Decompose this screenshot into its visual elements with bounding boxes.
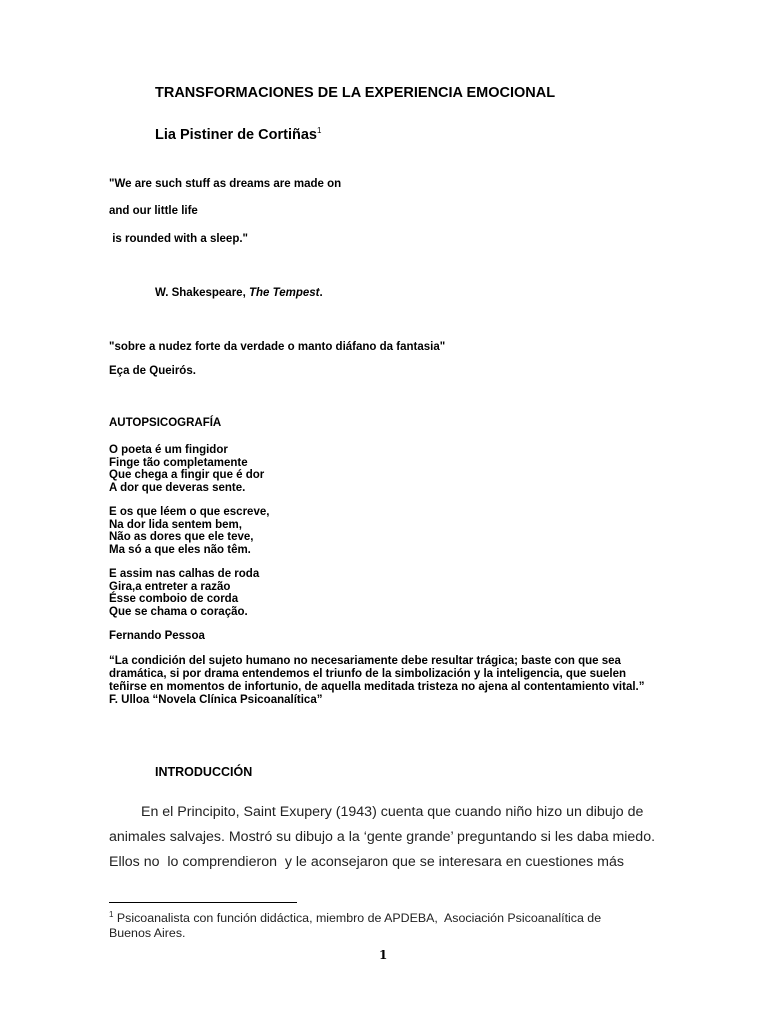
poem-line: Finge tão completamente: [109, 456, 248, 469]
poem-line: A dor que deveras sente.: [109, 481, 246, 494]
ulloa-epigraph: [109, 655, 645, 707]
footnote-line: [109, 907, 601, 926]
page-number: 1: [379, 948, 388, 962]
poem-line: Não as dores que ele teve,: [109, 531, 254, 543]
shakespeare-line-3: is rounded with a sleep.": [109, 233, 249, 245]
poem-line: Ésse comboio de corda: [109, 593, 239, 605]
shakespeare-line-1: "We are such stuff as dreams are made on: [109, 178, 342, 190]
author-name: Lia Pistiner de Cortiñas: [155, 127, 317, 143]
body-line: animales salvajes. Mostró su dibujo a la ‘gente grande’ preguntando si les daba miedo.: [109, 829, 656, 845]
footnote: [109, 907, 601, 941]
ulloa-line: “La condición del sujeto humano no necesariamente debe resultar trágica; baste con que sea: [109, 655, 621, 667]
eca-quote: "sobre a nudez forte da verdade o manto diáfano da fantasia": [109, 341, 446, 353]
body-line: En el Principito, Saint Exupery (1943) cuenta que cuando niño hizo un dibujo de: [141, 804, 644, 820]
poem-author: Fernando Pessoa: [109, 630, 205, 642]
poem-line: E assim nas calhas de roda: [109, 568, 260, 580]
ulloa-line: teñirse en momentos de infortunio, de aquella meditada tristeza no ajena al contentamiento vital.”: [109, 681, 645, 693]
shakespeare-attribution: [155, 287, 323, 299]
poem-line: Que se chama o coração.: [109, 605, 248, 618]
footnote-line: Buenos Aires.: [109, 926, 186, 940]
footnote-text: Psicoanalista con función didáctica, miembro de APDEBA, Asociación Psicoanalítica de: [113, 911, 602, 925]
poem-line: O poeta é um fingidor: [109, 444, 228, 456]
ulloa-attribution: F. Ulloa “Novela Clínica Psicoanalítica”: [109, 694, 323, 706]
body-paragraph: [109, 800, 669, 875]
poem-line: Na dor lida sentem bem,: [109, 518, 242, 531]
section-heading: INTRODUCCIÓN: [155, 765, 253, 779]
poem-title: AUTOPSICOGRAFÍA: [109, 417, 222, 429]
ulloa-line: dramática, si por drama entendemos el triunfo de la simbolización y la inteligencia, que suelen: [109, 668, 627, 680]
poem-line: Ma só a que eles não têm.: [109, 543, 251, 556]
poem-stanza-1: [109, 444, 264, 494]
author-line: [155, 126, 321, 143]
poem-stanza-3: [109, 568, 259, 618]
footnote-separator: [109, 902, 297, 903]
poem-line: Que chega a fingir que é dor: [109, 469, 265, 481]
body-line: Ellos no lo comprendieron y le aconsejaron que se interesara en cuestiones más: [109, 854, 624, 870]
poem-stanza-2: [109, 506, 269, 556]
eca-attribution: Eça de Queirós.: [109, 365, 196, 377]
footnote-mark: 1: [109, 910, 114, 919]
shakespeare-line-2: and our little life: [109, 205, 198, 217]
attribution-author: W. Shakespeare,: [155, 287, 249, 299]
attribution-work: The Tempest: [248, 287, 320, 299]
poem-line: Gira,a entreter a razão: [109, 580, 231, 593]
footnote-ref-mark[interactable]: 1: [316, 126, 322, 135]
poem-line: E os que léem o que escreve,: [109, 506, 270, 518]
document-title: TRANSFORMACIONES DE LA EXPERIENCIA EMOCIONAL: [155, 85, 556, 101]
attribution-end: .: [319, 287, 323, 299]
